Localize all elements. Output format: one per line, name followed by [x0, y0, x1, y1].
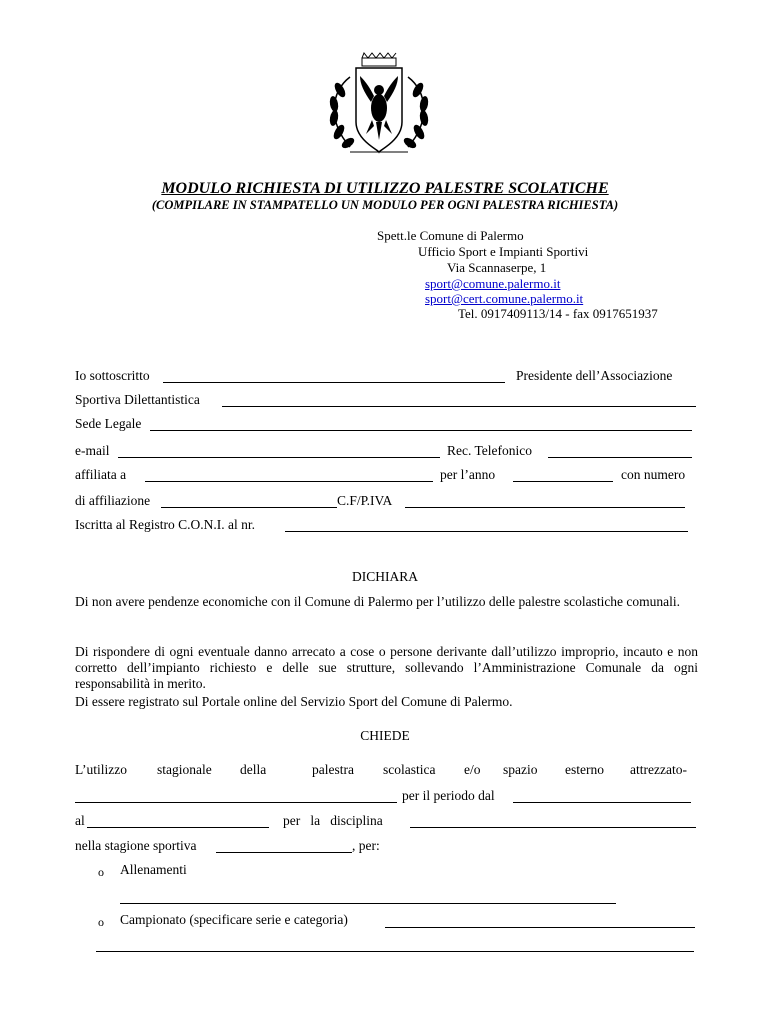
affiliazione-number-field[interactable]	[161, 507, 337, 508]
cf-piva-label: C.F/P.IVA	[337, 493, 393, 508]
recipient-line-1: Spett.le Comune di Palermo	[377, 228, 524, 243]
associazione-field[interactable]	[222, 406, 696, 407]
recipient-pec-link[interactable]: sport@cert.comune.palermo.it	[425, 291, 584, 306]
periodo-dal-label: per il periodo dal	[402, 788, 495, 803]
chiede-word-4: palestra	[312, 762, 354, 777]
chiede-word-9: attrezzato-	[630, 762, 687, 777]
disciplina-field[interactable]	[410, 827, 696, 828]
stagione-label: nella stagione sportiva	[75, 838, 197, 853]
al-label: al	[75, 813, 85, 828]
cf-piva-field[interactable]	[405, 507, 685, 508]
bullet-icon: o	[98, 915, 104, 929]
chiede-heading: CHIEDE	[360, 728, 410, 743]
email-field[interactable]	[118, 457, 440, 458]
campionato-details-field[interactable]	[96, 951, 694, 952]
rec-tel-label: Rec. Telefonico	[447, 443, 533, 458]
bullet-icon: o	[98, 865, 104, 879]
chiede-word-6: e/o	[464, 762, 481, 777]
disciplina-label: per la disciplina	[283, 813, 383, 828]
recipient-phone: Tel. 0917409113/14 - fax 0917651937	[458, 306, 658, 321]
dichiara-paragraph-2: Di rispondere di ogni eventuale danno arrecato a cose o persone derivante dall’utilizzo improprio, incauto e non corretto dell’impianto richiesto e delle sue strutture, sollevando l’Amministrazione Comunale da ogni responsabilità in merito.	[75, 644, 698, 691]
sede-legale-label: Sede Legale	[75, 416, 142, 431]
name-field[interactable]	[163, 382, 505, 383]
campionato-field[interactable]	[385, 927, 695, 928]
anno-field[interactable]	[513, 481, 613, 482]
impianto-field[interactable]	[75, 802, 397, 803]
recipient-email-link[interactable]: sport@comune.palermo.it	[425, 276, 561, 291]
dichiara-paragraph-1: Di non avere pendenze economiche con il Comune di Palermo per l’utilizzo delle palestre scolastiche comunali.	[75, 594, 681, 609]
chiede-word-2: stagionale	[157, 762, 212, 777]
per-anno-label: per l’anno	[440, 467, 496, 482]
io-sottoscritto-label: Io sottoscritto	[75, 368, 150, 383]
dichiara-heading: DICHIARA	[352, 569, 418, 584]
email-label: e-mail	[75, 443, 110, 458]
option-campionato[interactable]: Campionato (specificare serie e categoria)	[120, 912, 348, 927]
sede-legale-field[interactable]	[150, 430, 692, 431]
phone-field[interactable]	[548, 457, 692, 458]
dichiara-paragraph-3: Di essere registrato sul Portale online del Servizio Sport del Comune di Palermo.	[75, 694, 513, 709]
chiede-word-3: della	[240, 762, 267, 777]
periodo-al-field[interactable]	[87, 827, 269, 828]
chiede-word-1: L’utilizzo	[75, 762, 127, 777]
presidente-label: Presidente dell’Associazione	[516, 368, 673, 383]
chiede-word-7: spazio	[503, 762, 538, 777]
form-subtitle: (COMPILARE IN STAMPATELLO UN MODULO PER OGNI PALESTRA RICHIESTA)	[151, 198, 619, 212]
coni-number-field[interactable]	[285, 531, 688, 532]
form-title: MODULO RICHIESTA DI UTILIZZO PALESTRE SCOLATICHE	[161, 180, 609, 197]
palermo-eagle-emblem-icon	[320, 52, 438, 160]
recipient-line-2: Ufficio Sport e Impianti Sportivi	[418, 244, 589, 259]
recipient-line-3: Via Scannaserpe, 1	[447, 260, 547, 275]
sportiva-label: Sportiva Dilettantistica	[75, 392, 200, 407]
chiede-word-8: esterno	[565, 762, 604, 777]
iscritta-coni-label: Iscritta al Registro C.O.N.I. al nr.	[75, 517, 255, 532]
option-allenamenti[interactable]: Allenamenti	[120, 862, 187, 877]
periodo-dal-field[interactable]	[513, 802, 691, 803]
stagione-field[interactable]	[216, 852, 352, 853]
di-affiliazione-label: di affiliazione	[75, 493, 151, 508]
affiliata-field[interactable]	[145, 481, 433, 482]
affiliata-label: affiliata a	[75, 467, 127, 482]
chiede-word-5: scolastica	[383, 762, 436, 777]
allenamenti-details-field[interactable]	[120, 903, 616, 904]
per-label: , per:	[352, 838, 380, 853]
con-numero-label: con numero	[621, 467, 686, 482]
